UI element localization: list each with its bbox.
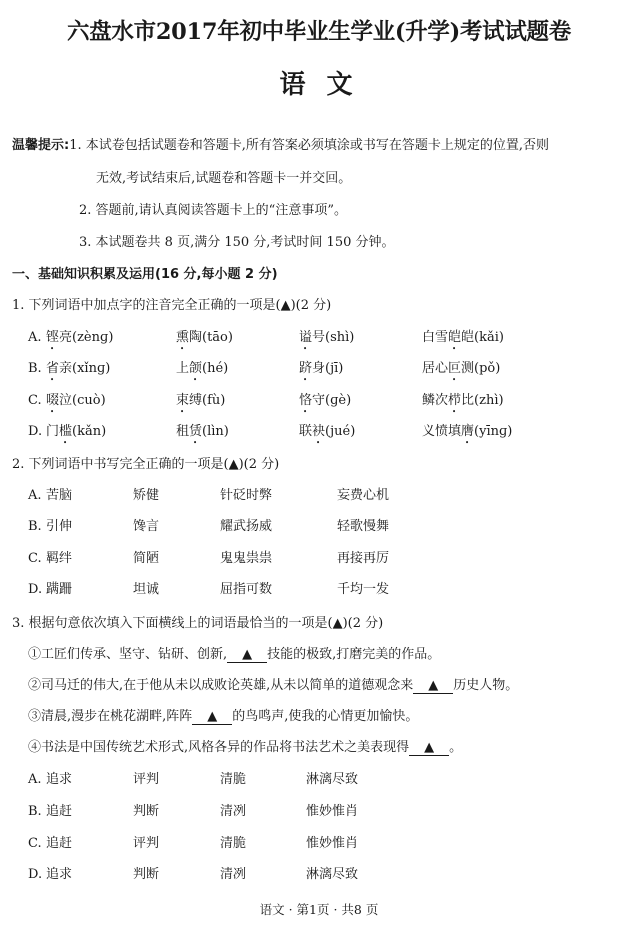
question-3-sentence-4: ④书法是中国传统艺术形式,风格各异的作品将书法艺术之美表现得 ▲ 。 [28,740,463,755]
option-word [176,393,225,416]
option-word: 淋漓尽致 [306,772,359,787]
option-label: A. [28,488,42,503]
option-word: 惟妙惟肖 [306,804,359,819]
word-part: 上 [176,361,190,376]
option-label: D. [28,582,43,597]
word-part: 租 [176,424,190,439]
option-word: 针砭时弊 [220,488,273,503]
question-2-stem: 2. 下列词语中书写完全正确的一项是(▲)(2 分) [12,457,280,472]
option-word: 追赶 [46,804,73,819]
option-label: D. [28,867,43,882]
option-label: C. [28,551,42,566]
word-part: 居心 [422,361,449,376]
option-word: 追赶 [46,836,73,851]
option-word: 妄费心机 [337,488,390,503]
option-word: 评判 [133,772,160,787]
dotted-char: 跻 [299,361,313,376]
option-word [422,330,504,353]
option-word [46,424,106,447]
question-3-sentence-1: ①工匠们传承、坚守、钻研、创新, ▲ 技能的极致,打磨完美的作品。 [28,647,441,662]
answer-blank: ▲ [413,679,453,694]
word-part: 亲(xǐnɡ) [59,361,111,376]
option-word: 千均一发 [337,582,390,597]
dotted-char: 皑 [448,330,462,345]
word-part: 门 [46,424,60,439]
word-part: 身(jī) [312,361,344,376]
dotted-char: 谥 [299,330,313,345]
option-label: B. [28,804,42,819]
option-word: 追求 [46,772,73,787]
option-word: 评判 [133,836,160,851]
notice-item-1a: 1. 本试卷包括试题卷和答题卡,所有答案必须填涂或书写在答题卡上规定的位置,否则 [69,138,550,153]
dotted-char: 栉 [448,393,462,408]
option-word: 引伸 [46,519,73,534]
section-1-heading: 一、基础知识积累及运用(16 分,每小题 2 分) [12,267,278,282]
option-label: C. [28,836,42,851]
option-word [46,393,106,416]
question-3-sentence-2: ②司马迁的伟大,在于他从未以成败论英雄,从未以简单的道德观念来 ▲ 历史人物。 [28,678,519,693]
option-word: 苦脑 [46,488,73,503]
option-label: C. [28,393,42,408]
option-word [299,424,355,447]
option-word: 矫健 [133,488,160,503]
word-part: 亮(zènɡ) [59,330,114,345]
option-word: 清冽 [220,867,247,882]
option-word: 判断 [133,867,160,882]
option-word [299,393,351,416]
option-word [422,424,512,447]
word-part: 比(zhì) [461,393,504,408]
option-word: 判断 [133,804,160,819]
option-word: 坦诚 [133,582,160,597]
question-3-sentence-3: ③清晨,漫步在桃花湖畔,阵阵 ▲ 的鸟鸣声,使我的心情更加愉快。 [28,709,419,724]
word-part: (jué) [325,424,356,439]
dotted-char: 袂 [312,424,326,439]
dotted-char: 熏 [176,330,190,345]
notice-item-1b: 无效,考试结束后,试题卷和答题卡一并交回。 [96,171,352,186]
word-part: 缚(fù) [189,393,226,408]
word-part: 义愤填 [422,424,462,439]
option-word [176,424,229,447]
dotted-char: 束 [176,393,190,408]
word-part: 联 [299,424,313,439]
option-word: 清脆 [220,836,247,851]
option-word: 惟妙惟肖 [306,836,359,851]
word-part: 守(ɡè) [312,393,352,408]
option-word: 追求 [46,867,73,882]
option-word [46,361,110,384]
option-word [422,361,500,384]
word-part: 鳞次 [422,393,449,408]
dotted-char: 膺 [461,424,475,439]
option-word: 屈指可数 [220,582,273,597]
option-label: A. [28,772,42,787]
option-word: 馋言 [133,519,160,534]
subject-title: 语 文 [279,70,359,100]
option-word: 鬼鬼祟祟 [220,551,273,566]
word-part: (kǎn) [72,424,107,439]
dotted-char: 槛 [59,424,73,439]
dotted-char: 啜 [46,393,60,408]
word-part: 泣(cuò) [59,393,106,408]
answer-blank: ▲ [409,741,449,756]
option-word: 再接再厉 [337,551,390,566]
option-word [46,330,113,353]
dotted-char: 赁 [189,424,203,439]
option-word: 轻歌慢舞 [337,519,390,534]
word-part: 号(shì) [312,330,355,345]
option-word: 清脆 [220,772,247,787]
dotted-char: 颌 [189,361,203,376]
option-label: B. [28,361,42,376]
option-word [422,393,504,416]
answer-blank: ▲ [227,648,267,663]
notice-item-3: 3. 本试题卷共 8 页,满分 150 分,考试时间 150 分钟。 [79,235,395,250]
option-word: 清冽 [220,804,247,819]
word-part: 测(pǒ) [461,361,501,376]
dotted-char: 省 [46,361,60,376]
word-part: 陶(tāo) [189,330,233,345]
notice-line-1 [12,138,549,154]
option-word [299,330,354,353]
notice-label: 温馨提示: [12,138,70,153]
word-part: 皑(kǎi) [461,330,504,345]
notice-item-2: 2. 答题前,请认真阅读答题卡上的“注意事项”。 [79,203,347,218]
option-word [176,361,228,384]
option-word: 简陋 [133,551,160,566]
option-word: 淋漓尽致 [306,867,359,882]
option-word: 蹒跚 [46,582,73,597]
dotted-char: 恪 [299,393,313,408]
dotted-char: 铿 [46,330,60,345]
word-part: (hé) [202,361,229,376]
option-word: 耀武扬威 [220,519,273,534]
exam-title: 六盘水市2017年初中毕业生学业(升学)考试试题卷 [67,19,571,45]
option-word [299,361,343,384]
option-word: 羁绊 [46,551,73,566]
answer-blank: ▲ [192,710,232,725]
option-label: B. [28,519,42,534]
question-3-stem: 3. 根据句意依次填入下面横线上的词语最恰当的一项是(▲)(2 分) [12,616,384,631]
page-footer: 语文 · 第1页 · 共8 页 [259,902,379,917]
option-word [176,330,233,353]
word-part: 白雪 [422,330,449,345]
word-part: (lìn) [202,424,229,439]
question-1-stem: 1. 下列词语中加点字的注音完全正确的一项是(▲)(2 分) [12,298,332,313]
dotted-char: 叵 [448,361,462,376]
option-label: A. [28,330,42,345]
word-part: (yīnɡ) [474,424,513,439]
option-label: D. [28,424,43,439]
